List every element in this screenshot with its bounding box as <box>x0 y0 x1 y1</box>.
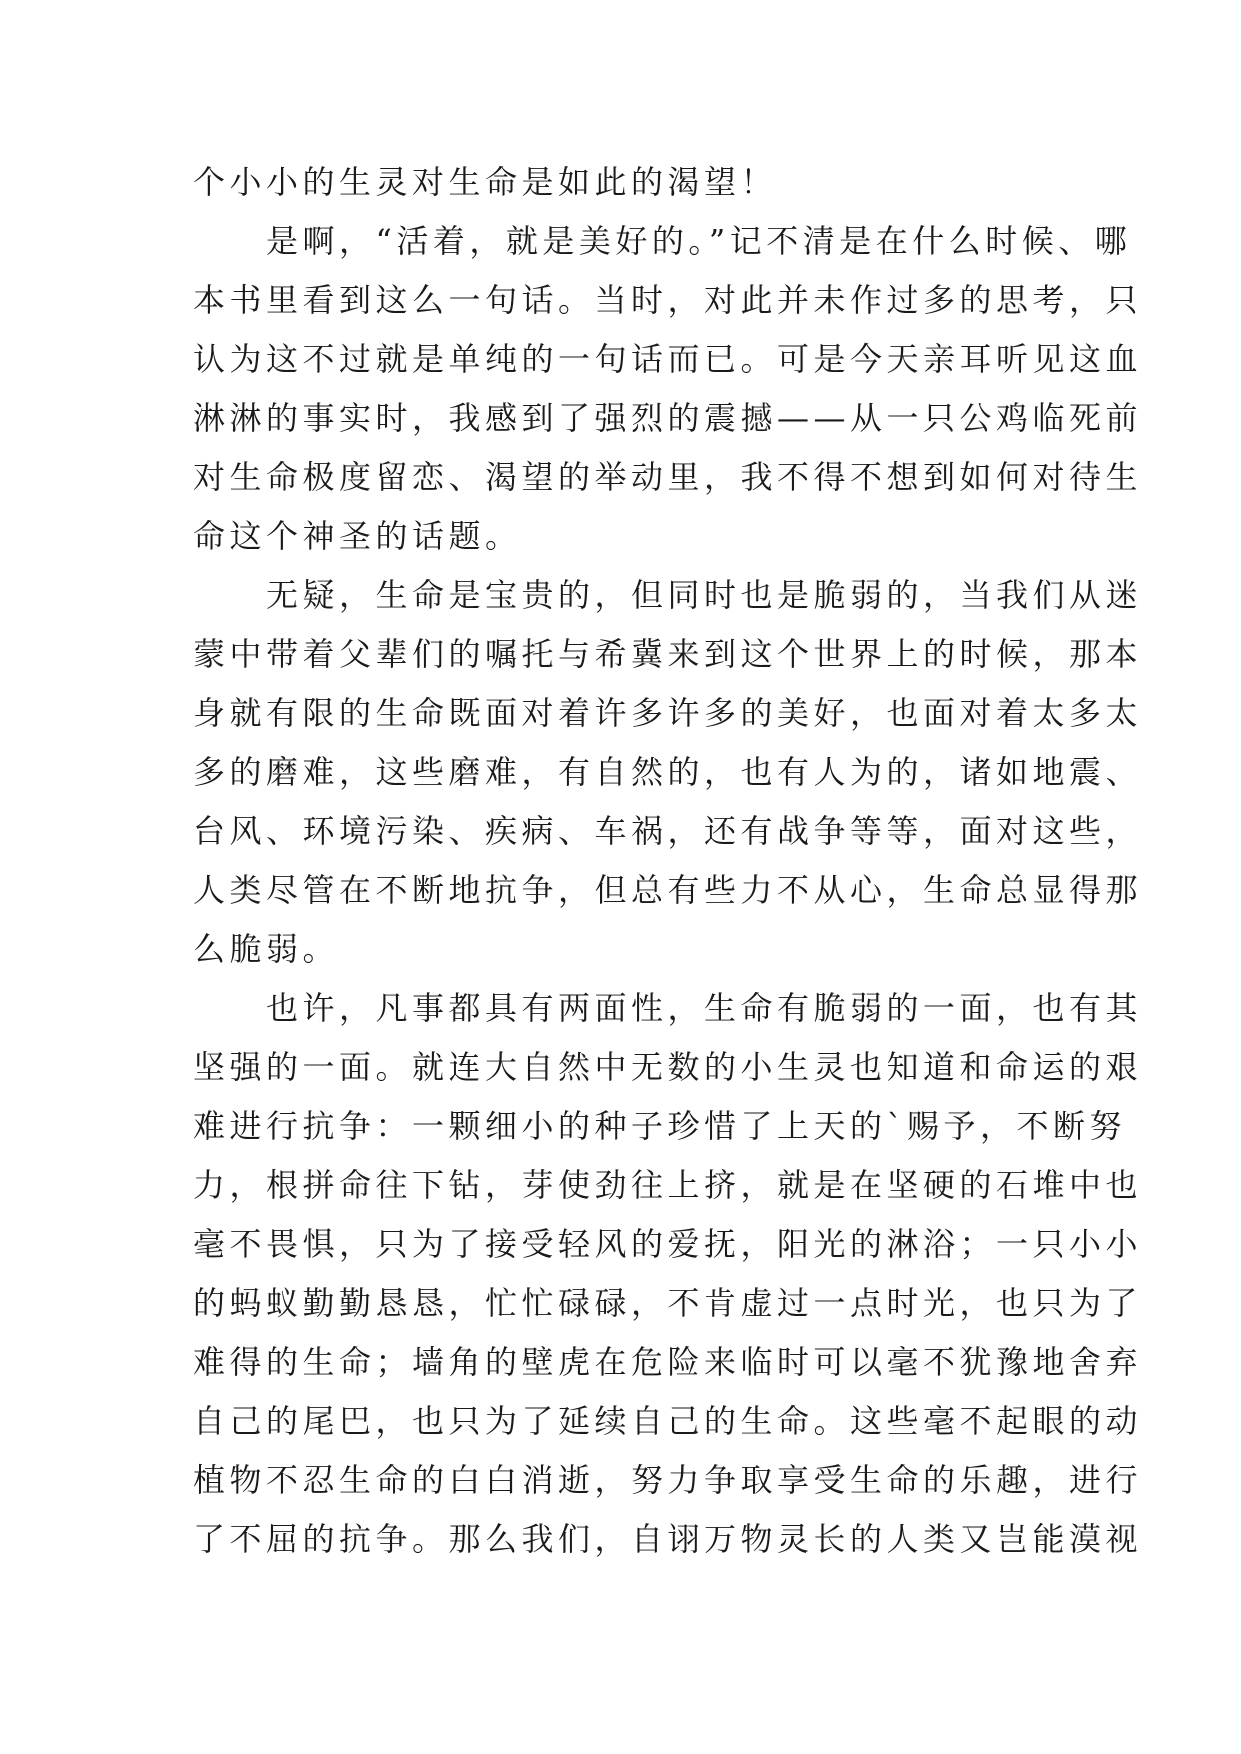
text-line: 无疑，生命是宝贵的，但同时也是脆弱的，当我们从迷 <box>193 576 1143 614</box>
text-line: 本书里看到这么一句话。当时，对此并未作过多的思考，只 <box>193 281 1143 319</box>
text-line: 人类尽管在不断地抗争，但总有些力不从心，生命总显得那 <box>193 871 1143 909</box>
text-line: 命这个神圣的话题。 <box>193 517 522 555</box>
text-line: 难进行抗争：一颗细小的种子珍惜了上天的`赐予，不断努 <box>193 1107 1127 1145</box>
text-line: 毫不畏惧，只为了接受轻风的爱抚，阳光的淋浴；一只小小 <box>193 1225 1143 1263</box>
text-line: 植物不忍生命的白白消逝，努力争取享受生命的乐趣，进行 <box>193 1461 1143 1499</box>
text-line: 身就有限的生命既面对着许多许多的美好，也面对着太多太 <box>193 694 1143 732</box>
text-line: 个小小的生灵对生命是如此的渴望！ <box>193 163 778 201</box>
text-line: 蒙中带着父辈们的嘱托与希冀来到这个世界上的时候，那本 <box>193 635 1143 673</box>
text-line: 多的磨难，这些磨难，有自然的，也有人为的，诸如地震、 <box>193 753 1143 791</box>
text-line: 也许，凡事都具有两面性，生命有脆弱的一面，也有其 <box>193 989 1143 1027</box>
text-line: 了不屈的抗争。那么我们，自诩万物灵长的人类又岂能漠视 <box>193 1520 1143 1558</box>
text-line: 力，根拼命往下钻，芽使劲往上挤，就是在坚硬的石堆中也 <box>193 1166 1143 1204</box>
text-line: 么脆弱。 <box>193 930 340 968</box>
text-line: 对生命极度留恋、渴望的举动里，我不得不想到如何对待生 <box>193 458 1143 496</box>
text-line: 难得的生命；墙角的壁虎在危险来临时可以毫不犹豫地舍弃 <box>193 1343 1143 1381</box>
text-line: 是啊，“活着，就是美好的。”记不清是在什么时候、哪 <box>193 222 1132 260</box>
text-line: 坚强的一面。就连大自然中无数的小生灵也知道和命运的艰 <box>193 1048 1143 1086</box>
body-text <box>193 153 1143 1569</box>
text-line: 淋淋的事实时，我感到了强烈的震撼——从一只公鸡临死前 <box>193 399 1143 437</box>
text-line: 认为这不过就是单纯的一句话而已。可是今天亲耳听见这血 <box>193 340 1143 378</box>
text-line: 的蚂蚁勤勤恳恳，忙忙碌碌，不肯虚过一点时光，也只为了 <box>193 1284 1143 1322</box>
text-line: 自己的尾巴，也只为了延续自己的生命。这些毫不起眼的动 <box>193 1402 1143 1440</box>
text-line: 台风、环境污染、疾病、车祸，还有战争等等，面对这些， <box>193 812 1143 850</box>
